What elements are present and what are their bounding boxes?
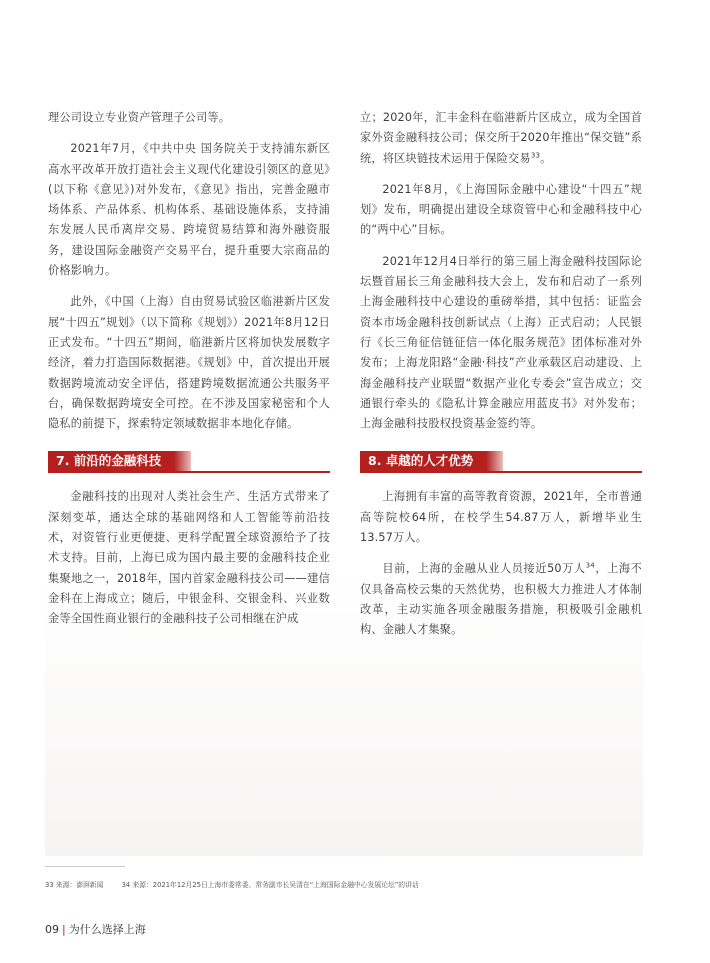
footnote-divider — [45, 866, 125, 867]
footer-title: 为什么选择上海 — [68, 923, 146, 936]
section-divider — [48, 471, 330, 473]
footnotes — [45, 879, 435, 889]
footnote-ref: 33 — [530, 150, 541, 159]
paragraph: 2021年8月，《上海国际金融中心建设“十四五”规划》发布，明确提出建设全球资管中心和金融科技中心的“两中心”目标。 — [360, 182, 642, 237]
section-title: 8. 卓越的人才优势 — [360, 451, 503, 471]
section-heading-7 — [48, 450, 330, 473]
paragraph: 上海拥有丰富的高等教育资源，2021年，全市普通高等院校64所，在校学生54.87万人，新增毕业生13.57万人。 — [360, 490, 642, 545]
footnote-ref: 34 — [585, 561, 595, 570]
footnote-33: 33 来源：澎湃新闻 — [45, 881, 104, 889]
left-column — [48, 108, 330, 630]
paragraph-text: ，上海不仅具备高校云集的天然优势，也积极大力推进人才体制改革，主动实施各项金融服务措施，积极吸引金融机构、金融人才集聚。 — [360, 562, 642, 637]
paragraph: 2021年7月，《中共中央 国务院关于支持浦东新区高水平改革开放打造社会主义现代化建设引领区的意见》(以下称《意见》)对外发布，《意见》指出，完善金融市场体系、产品体系、机构体系、基础设施体系，支持浦东发展人民币离岸交易、跨境贸易结算和海外融资服务，建设国际金融资产交易平台，提升重要大宗商品的价格影响力。 — [48, 142, 330, 278]
paragraph: 理公司设立专业资产管理子公司等。 — [48, 111, 231, 124]
section-title: 7. 前沿的金融科技 — [48, 451, 191, 471]
section-divider — [360, 471, 642, 473]
paragraph-text: 。 — [540, 151, 552, 165]
paragraph — [360, 559, 642, 640]
paragraph: 2021年12月4日举行的第三届上海金融科技国际论坛暨首届长三角金融科技大会上，发布和启动了一系列上海金融科技中心建设的重磅举措，其中包括：证监会资本市场金融科技创新试点（上海）正式启动；人民银行《长三角征信链征信一体化服务规范》团体标准对外发布；上海龙阳路“金融·科技”产业承载区启动建设、上海金融科技产业联盟“数据产业化专委会”宣告成立；交通银行牵头的《隐私计算金融应用蓝皮书》对外发布；上海金融科技股权投资基金签约等。 — [360, 254, 642, 431]
paragraph-text: 立；2020年，汇丰金科在临港新片区成立，成为全国首家外资金融科技公司；保交所于2020年推出“保交链”系统，将区块链技术运用于保险交易 — [360, 111, 642, 165]
page-number: 09 — [45, 923, 59, 936]
paragraph: 此外，《中国（上海）自由贸易试验区临港新片区发展“十四五”规划》（以下简称《规划》）2021年8月12日正式发布。“十四五”期间，临港新片区将加快发展数字经济，着力打造国际数据港。《规划》中，首次提出开展数据跨境流动安全评估，搭建跨境数据流通公共服务平台，确保数据跨境安全可控。在不涉及国家秘密和个人隐私的前提下，探索特定领域数据非本地化存储。 — [48, 295, 330, 431]
section-heading-8 — [360, 450, 642, 473]
paragraph — [360, 108, 642, 169]
footer-separator: | — [62, 923, 66, 936]
paragraph-text: 目前，上海的金融从业人员接近50万人 — [382, 562, 586, 576]
page-footer — [45, 921, 146, 937]
right-column — [360, 108, 642, 641]
paragraph: 金融科技的出现对人类社会生产、生活方式带来了深刻变革，通达全球的基础网络和人工智能等前沿技术，对资管行业更便捷、更科学配置全球资源给予了技术支持。目前，上海已成为国内最主要的金融科技企业集聚地之一，2018年，国内首家金融科技公司——建信金科在上海成立；随后，中银金科、交银金科、兴业数金等全国性商业银行的金融科技子公司相继在沪成 — [48, 490, 330, 626]
footnote-34: 34 来源：2021年12月25日上海市委常委、常务副市长吴清在“上海国际金融中心发展论坛”的讲话 — [121, 881, 419, 889]
